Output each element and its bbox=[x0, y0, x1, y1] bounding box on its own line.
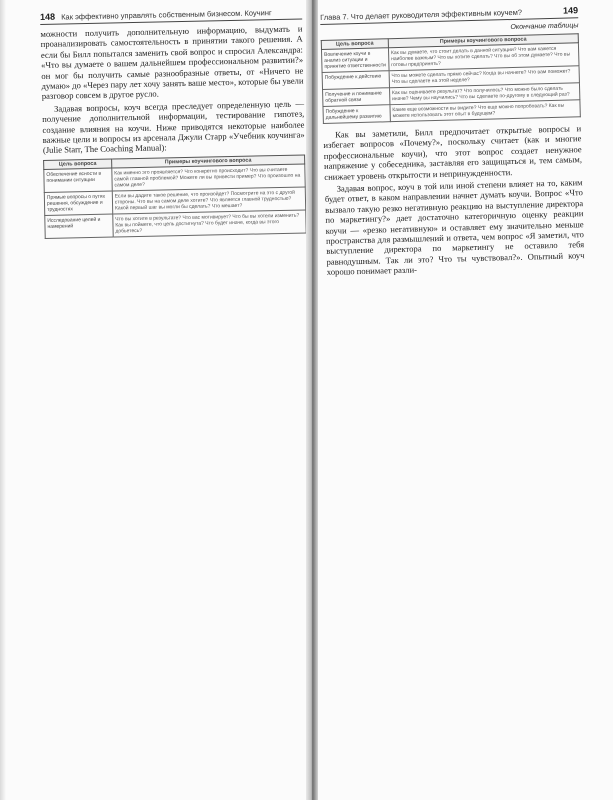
left-page bbox=[40, 7, 307, 245]
page-number-left: 148 bbox=[40, 11, 56, 22]
table-cell-goal: Обеспечение ясности в понимании ситуации bbox=[44, 168, 112, 192]
table-cell-examples: Как именно это проявляется? Что конкретно происходит? Что вы считаете самой главной проблемой? Можете ли вы привести пример? Что произошло на самом деле? bbox=[112, 164, 306, 191]
page-number-right: 149 bbox=[562, 5, 579, 16]
table-cell-examples: Какие еще возможности вы видите? Что еще можно попробовать? Как вы можете использовать этот опыт в будущем? bbox=[390, 100, 581, 122]
paragraph: можности получить дополнительную информацию, выдумать и проанализировать самостоятельность в принятии такого решения. А если бы Билл попытался заменить свой вопрос и спросил Александра: «Что вы думаете о вашем дальнейшем профессиональном развитии?» он мог бы получить самые разнообразные ответы, от «Ничего не думаю» до «Через пару лет хочу занять ваше место», которые бы увели разговор совсем в другое русло. bbox=[40, 23, 304, 102]
table-cell-examples: Как вы думаете, что стоит делать в данной ситуации? Что вам кажется наиболее важным? Что вы хотите сделать? Что вы об этом думаете? Что вы готовы предпринять? bbox=[388, 43, 579, 71]
paragraph: Как вы заметили, Билл предпочитает открытые вопросы и избегает вопросов «Почему?», поскольку считает (как и многие профессиональные коучи), что этот вопрос создает ненужное напряжение у собеседника, заставляя его защищаться и, тем самым, снижает уровень открытости и непринужденности. bbox=[323, 123, 583, 182]
column-header-examples: Примеры коучингового вопроса bbox=[388, 34, 578, 48]
book-gutter bbox=[306, 0, 318, 800]
column-header-goal: Цель вопроса bbox=[44, 159, 112, 169]
table-cell-goal: Побуждение к дальнейшему развитию bbox=[323, 105, 390, 124]
table-row bbox=[45, 210, 306, 238]
running-title-left: Как эффективно управлять собственным бизнесом. Коучинг bbox=[61, 8, 272, 22]
table-cell-goal: Прямые вопросы о путях решения, обсуждение и трудностях bbox=[44, 191, 112, 215]
table-cell-goal: Вовлечение коучи в анализ ситуации и принятие ответственности bbox=[321, 48, 388, 73]
table-cell-examples: Что вы хотите в результате? Что вас мотивирует? Что бы вы хотели изменить? Как вы поймете, что цель достигнута? Что будет иначе, когда вы этого добьетесь? bbox=[113, 210, 307, 237]
column-header-examples: Примеры коучингового вопроса bbox=[111, 155, 304, 168]
table-cell-examples: Как вы оцениваете результат? Что получилось? Что можно было сделать иначе? Чему вы научились? Что вы сделаете по-другому в следующий раз? bbox=[389, 83, 580, 105]
column-header-goal: Цель вопроса bbox=[321, 39, 388, 50]
table-cell-goal: Получение и понимание обратной связи bbox=[323, 88, 390, 107]
table-cell-goal: Исследование целей и намерений bbox=[45, 214, 113, 238]
table-cell-goal: Побуждение к действию bbox=[322, 71, 389, 90]
running-header-right bbox=[320, 5, 578, 25]
coaching-questions-table bbox=[43, 154, 307, 238]
table-cell-examples: Если вы дадите такое решение, что произойдет? Посмотрите на это с другой стороны. Что вы на самом деле хотите? Что является главной трудностью? Какой первый шаг вы могли бы сделать? Что мешает? bbox=[112, 187, 306, 214]
running-title-right: Глава 7. Что делает руководителя эффективным коучем? bbox=[320, 7, 523, 22]
page-edge-shadow bbox=[0, 0, 6, 800]
right-page bbox=[320, 5, 585, 279]
table-cell-examples: Что вы можете сделать прямо сейчас? Когда вы начнете? Что вам поможет? Что вы сделаете на этой неделе? bbox=[389, 66, 580, 88]
paragraph: Задавая вопросы, коуч всегда преследует определенную цель — получение дополнительной информации, тестирование гипотез, создание влияния на коучи. Ниже приводятся некоторые наиболее важные цели и вопросы из арсенала Джули Старр «Учебник коучинга» (Julie Starr, The Coaching Manual): bbox=[42, 98, 305, 156]
coaching-questions-table-continued bbox=[321, 33, 581, 124]
table-continuation-caption: Окончание таблицы bbox=[510, 22, 579, 32]
paragraph: Задавая вопрос, коуч в той или иной степени влияет на то, каким будет ответ, в каком направлении начнет думать коучи. Вопрос «Что вызвало такую резко негативную реакцию на выступление директора по маркетингу?» дает достаточно категоричную оценку реакции коучи — «резко негативную» и оставляет ему значительно меньше пространства для размышлений и ответа, чем вопрос «Я заметил, что выступление директора по маркетингу не оставило тебя равнодушным. Так ли это? Что ты чувствовал?». Опытный коуч хорошо понимает разли- bbox=[324, 177, 585, 278]
running-header-left bbox=[40, 7, 302, 25]
